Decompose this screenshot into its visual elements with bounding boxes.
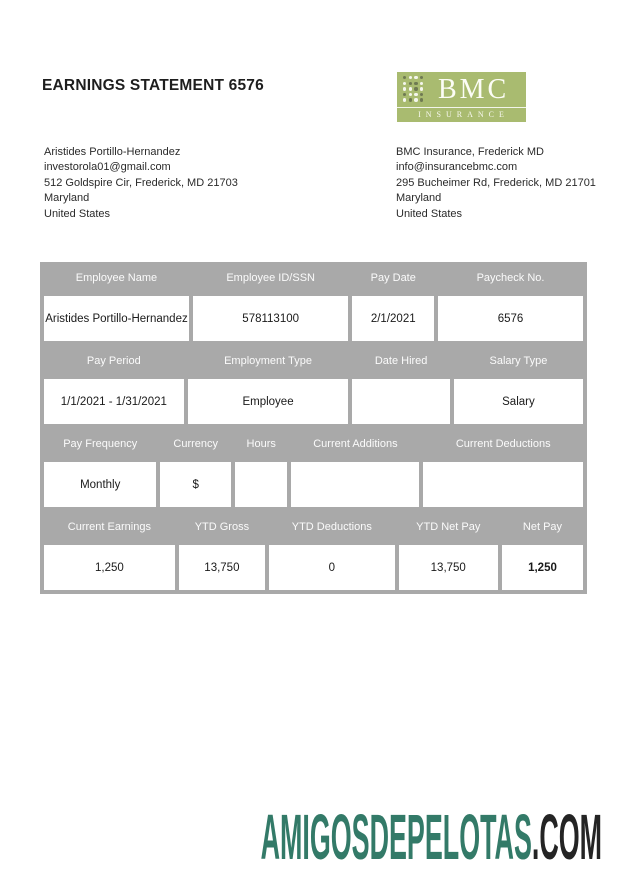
footer-tld: .COM bbox=[531, 801, 602, 873]
logo-dot bbox=[414, 87, 417, 90]
logo-dot bbox=[409, 87, 412, 90]
company-address-block bbox=[396, 145, 596, 222]
address-line: Aristides Portillo-Hernandez bbox=[44, 146, 181, 158]
logo-dot bbox=[409, 93, 412, 96]
table-header-row bbox=[44, 345, 583, 377]
page-title: EARNINGS STATEMENT 6576 bbox=[42, 77, 264, 94]
table-cell: $ bbox=[160, 462, 231, 507]
table-cell bbox=[352, 379, 450, 424]
logo-dot bbox=[414, 82, 417, 85]
address-line: 512 Goldspire Cir, Frederick, MD 21703 bbox=[44, 176, 238, 189]
employee-address-block bbox=[44, 145, 238, 222]
logo-subtext: INSURANCE bbox=[418, 110, 509, 119]
pay-table-group bbox=[44, 428, 583, 507]
table-header-cell: Pay Period bbox=[86, 355, 141, 367]
logo-dot bbox=[409, 98, 412, 101]
table-header-cell: Pay Frequency bbox=[63, 438, 138, 450]
footer-watermark bbox=[260, 801, 602, 873]
address-line: United States bbox=[396, 207, 463, 220]
logo-text: BMC bbox=[437, 73, 510, 105]
table-header-cell: YTD Net Pay bbox=[416, 521, 481, 533]
pay-table-group bbox=[44, 511, 583, 590]
table-cell: Monthly bbox=[44, 462, 156, 507]
table-cell bbox=[423, 462, 583, 507]
table-cell: 0 bbox=[269, 545, 395, 590]
pay-table-group bbox=[44, 262, 583, 341]
logo-dot bbox=[414, 93, 417, 96]
bmc-insurance-logo bbox=[397, 72, 526, 122]
logo-dot bbox=[409, 82, 412, 85]
table-cell: 1/1/2021 - 1/31/2021 bbox=[44, 379, 184, 424]
table-header-cell: Pay Date bbox=[370, 272, 416, 284]
table-row bbox=[44, 296, 583, 341]
table-cell: 1,250 bbox=[44, 545, 175, 590]
table-cell: 13,750 bbox=[399, 545, 498, 590]
table-header-cell: Current Deductions bbox=[455, 438, 551, 450]
table-cell: Employee bbox=[188, 379, 349, 424]
logo-dot-row bbox=[403, 98, 423, 101]
address-line: United States bbox=[44, 207, 111, 220]
logo-dot bbox=[414, 76, 417, 79]
logo-dot bbox=[403, 98, 406, 101]
logo-dot bbox=[409, 76, 412, 79]
logo-dot-row bbox=[403, 87, 423, 90]
logo-dot bbox=[403, 87, 406, 90]
table-header-cell: Employee ID/SSN bbox=[226, 272, 315, 284]
logo-dot bbox=[403, 82, 406, 85]
table-header-cell: Currency bbox=[173, 438, 219, 450]
table-header-cell: Paycheck No. bbox=[476, 272, 545, 284]
pay-table-group bbox=[44, 345, 583, 424]
logo-dot bbox=[403, 93, 406, 96]
logo-dot bbox=[403, 76, 406, 79]
logo-dot-row bbox=[403, 93, 423, 96]
table-header-row bbox=[44, 428, 583, 460]
table-cell: 2/1/2021 bbox=[352, 296, 434, 341]
table-cell bbox=[291, 462, 419, 507]
table-header-cell: YTD Deductions bbox=[291, 521, 372, 533]
address-line: info@insurancebmc.com bbox=[396, 161, 518, 174]
table-row bbox=[44, 379, 583, 424]
table-row bbox=[44, 545, 583, 590]
table-cell: Salary bbox=[454, 379, 583, 424]
logo-dot-row bbox=[403, 76, 423, 79]
table-header-cell: Date Hired bbox=[374, 355, 428, 367]
logo-top-section bbox=[397, 72, 526, 107]
table-header-row bbox=[44, 511, 583, 543]
table-row bbox=[44, 462, 583, 507]
address-line: 295 Bucheimer Rd, Frederick, MD 21701 bbox=[396, 176, 596, 189]
table-cell: 1,250 bbox=[502, 545, 583, 590]
table-cell: 6576 bbox=[438, 296, 583, 341]
table-header-cell: Salary Type bbox=[489, 355, 548, 367]
table-cell: 13,750 bbox=[179, 545, 265, 590]
table-cell: Aristides Portillo-Hernandez bbox=[44, 296, 189, 341]
address-line: Maryland bbox=[396, 192, 442, 205]
pay-table bbox=[40, 262, 587, 594]
table-header-cell: Current Earnings bbox=[67, 521, 151, 533]
address-line: Maryland bbox=[44, 192, 90, 205]
table-header-cell: Employee Name bbox=[75, 272, 158, 284]
table-header-cell: Net Pay bbox=[522, 521, 563, 533]
table-cell bbox=[235, 462, 287, 507]
logo-dots-icon bbox=[403, 76, 423, 104]
logo-dot-row bbox=[403, 82, 423, 85]
table-header-cell: Current Additions bbox=[313, 438, 398, 450]
address-line: investorola01@gmail.com bbox=[44, 161, 171, 174]
logo-dot bbox=[414, 98, 417, 101]
table-header-cell: Employment Type bbox=[224, 355, 312, 367]
table-header-cell: YTD Gross bbox=[194, 521, 250, 533]
table-header-row bbox=[44, 262, 583, 294]
footer-brand: AMIGOSDEPELOTAS bbox=[260, 801, 532, 873]
table-cell: 578113100 bbox=[193, 296, 348, 341]
address-line: BMC Insurance, Frederick MD bbox=[396, 146, 544, 158]
table-header-cell: Hours bbox=[246, 438, 276, 450]
